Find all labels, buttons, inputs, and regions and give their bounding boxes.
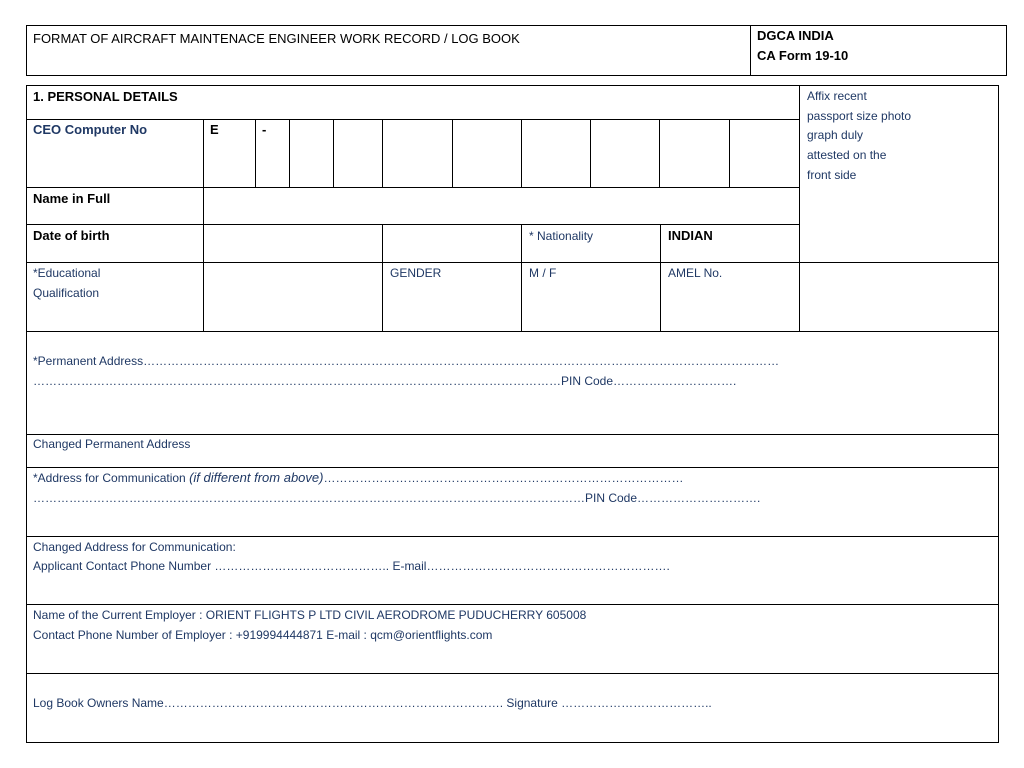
ceo-digit-input[interactable] xyxy=(591,120,658,186)
nationality-label: * Nationality xyxy=(529,229,594,243)
form-number: CA Form 19-10 xyxy=(757,48,849,63)
photo-note-line: front side xyxy=(807,168,857,182)
ceo-label: CEO Computer No xyxy=(33,122,148,137)
form-title: FORMAT OF AIRCRAFT MAINTENACE ENGINEER WORK RECORD / LOG BOOK xyxy=(33,31,520,46)
gender-options[interactable]: M / F xyxy=(529,266,557,280)
name-input[interactable] xyxy=(204,188,798,224)
name-label: Name in Full xyxy=(33,191,111,206)
permanent-address-field[interactable]: *Permanent Address…………………………………………………………………………………………………………………………………………… xyxy=(33,354,780,368)
ceo-digit-input[interactable] xyxy=(334,120,381,186)
ceo-dash: - xyxy=(262,122,267,137)
owner-signature-field[interactable]: Log Book Owners Name…………………………………………………………………………. Signature ……………………………….. xyxy=(33,696,712,710)
dob-input[interactable] xyxy=(204,225,381,262)
permanent-address-pin[interactable]: ……………………………………………………………………………………………………………………PIN Code…………………………. xyxy=(33,374,737,388)
communication-label: *Address for Communication xyxy=(33,471,190,485)
ceo-digit-input[interactable] xyxy=(290,120,332,186)
photo-note-line: Affix recent xyxy=(807,89,867,103)
ceo-digit-input[interactable] xyxy=(660,120,728,186)
ceo-digit-input[interactable] xyxy=(522,120,589,186)
row-divider xyxy=(26,331,999,332)
section-title: 1. PERSONAL DETAILS xyxy=(33,89,178,104)
employer-name: Name of the Current Employer : ORIENT FLIGHTS P LTD CIVIL AERODROME PUDUCHERRY 605008 xyxy=(33,608,587,622)
applicant-contact-field[interactable]: Applicant Contact Phone Number …………………………………….. E-mail……………………………………………………. xyxy=(33,559,670,573)
row-divider xyxy=(26,673,999,674)
ceo-prefix: E xyxy=(210,122,219,137)
communication-address-pin[interactable]: …………………………………………………………………………………………………………………………PIN Code…………………………. xyxy=(33,491,761,505)
authority-label: DGCA INDIA xyxy=(757,28,834,43)
dob-label: Date of birth xyxy=(33,228,110,243)
row-divider xyxy=(26,536,999,537)
ceo-digit-input[interactable] xyxy=(730,120,798,186)
changed-permanent-address-label: Changed Permanent Address xyxy=(33,437,191,451)
photo-note-line: graph duly xyxy=(807,128,864,142)
row-divider xyxy=(26,604,999,605)
gender-label: GENDER xyxy=(390,266,442,280)
communication-note: (if different from above) xyxy=(189,470,324,485)
ceo-digit-input[interactable] xyxy=(453,120,520,186)
row-divider xyxy=(26,434,999,435)
amel-input[interactable] xyxy=(800,263,998,330)
photo-note-line: attested on the xyxy=(807,148,887,162)
photo-note-line: passport size photo xyxy=(807,109,912,123)
row-divider xyxy=(26,224,799,225)
cell-divider xyxy=(382,224,383,331)
amel-label: AMEL No. xyxy=(668,266,723,280)
cell-divider xyxy=(255,119,256,187)
changed-communication-label: Changed Address for Communication: xyxy=(33,540,236,554)
cell-divider xyxy=(660,224,661,331)
row-divider xyxy=(26,467,999,468)
ceo-digit-input[interactable] xyxy=(383,120,451,186)
nationality-value: INDIAN xyxy=(668,228,713,243)
communication-dots: ……………………………………………………………………………… xyxy=(323,471,684,485)
employer-contact: Contact Phone Number of Employer : +919994444871 E-mail : qcm@orientflights.com xyxy=(33,628,493,642)
education-input[interactable] xyxy=(204,263,381,330)
header-divider xyxy=(750,25,751,76)
education-label: Qualification xyxy=(33,286,100,300)
cell-divider xyxy=(521,224,522,331)
communication-address-field[interactable] xyxy=(33,470,683,485)
education-label: *Educational xyxy=(33,266,101,280)
